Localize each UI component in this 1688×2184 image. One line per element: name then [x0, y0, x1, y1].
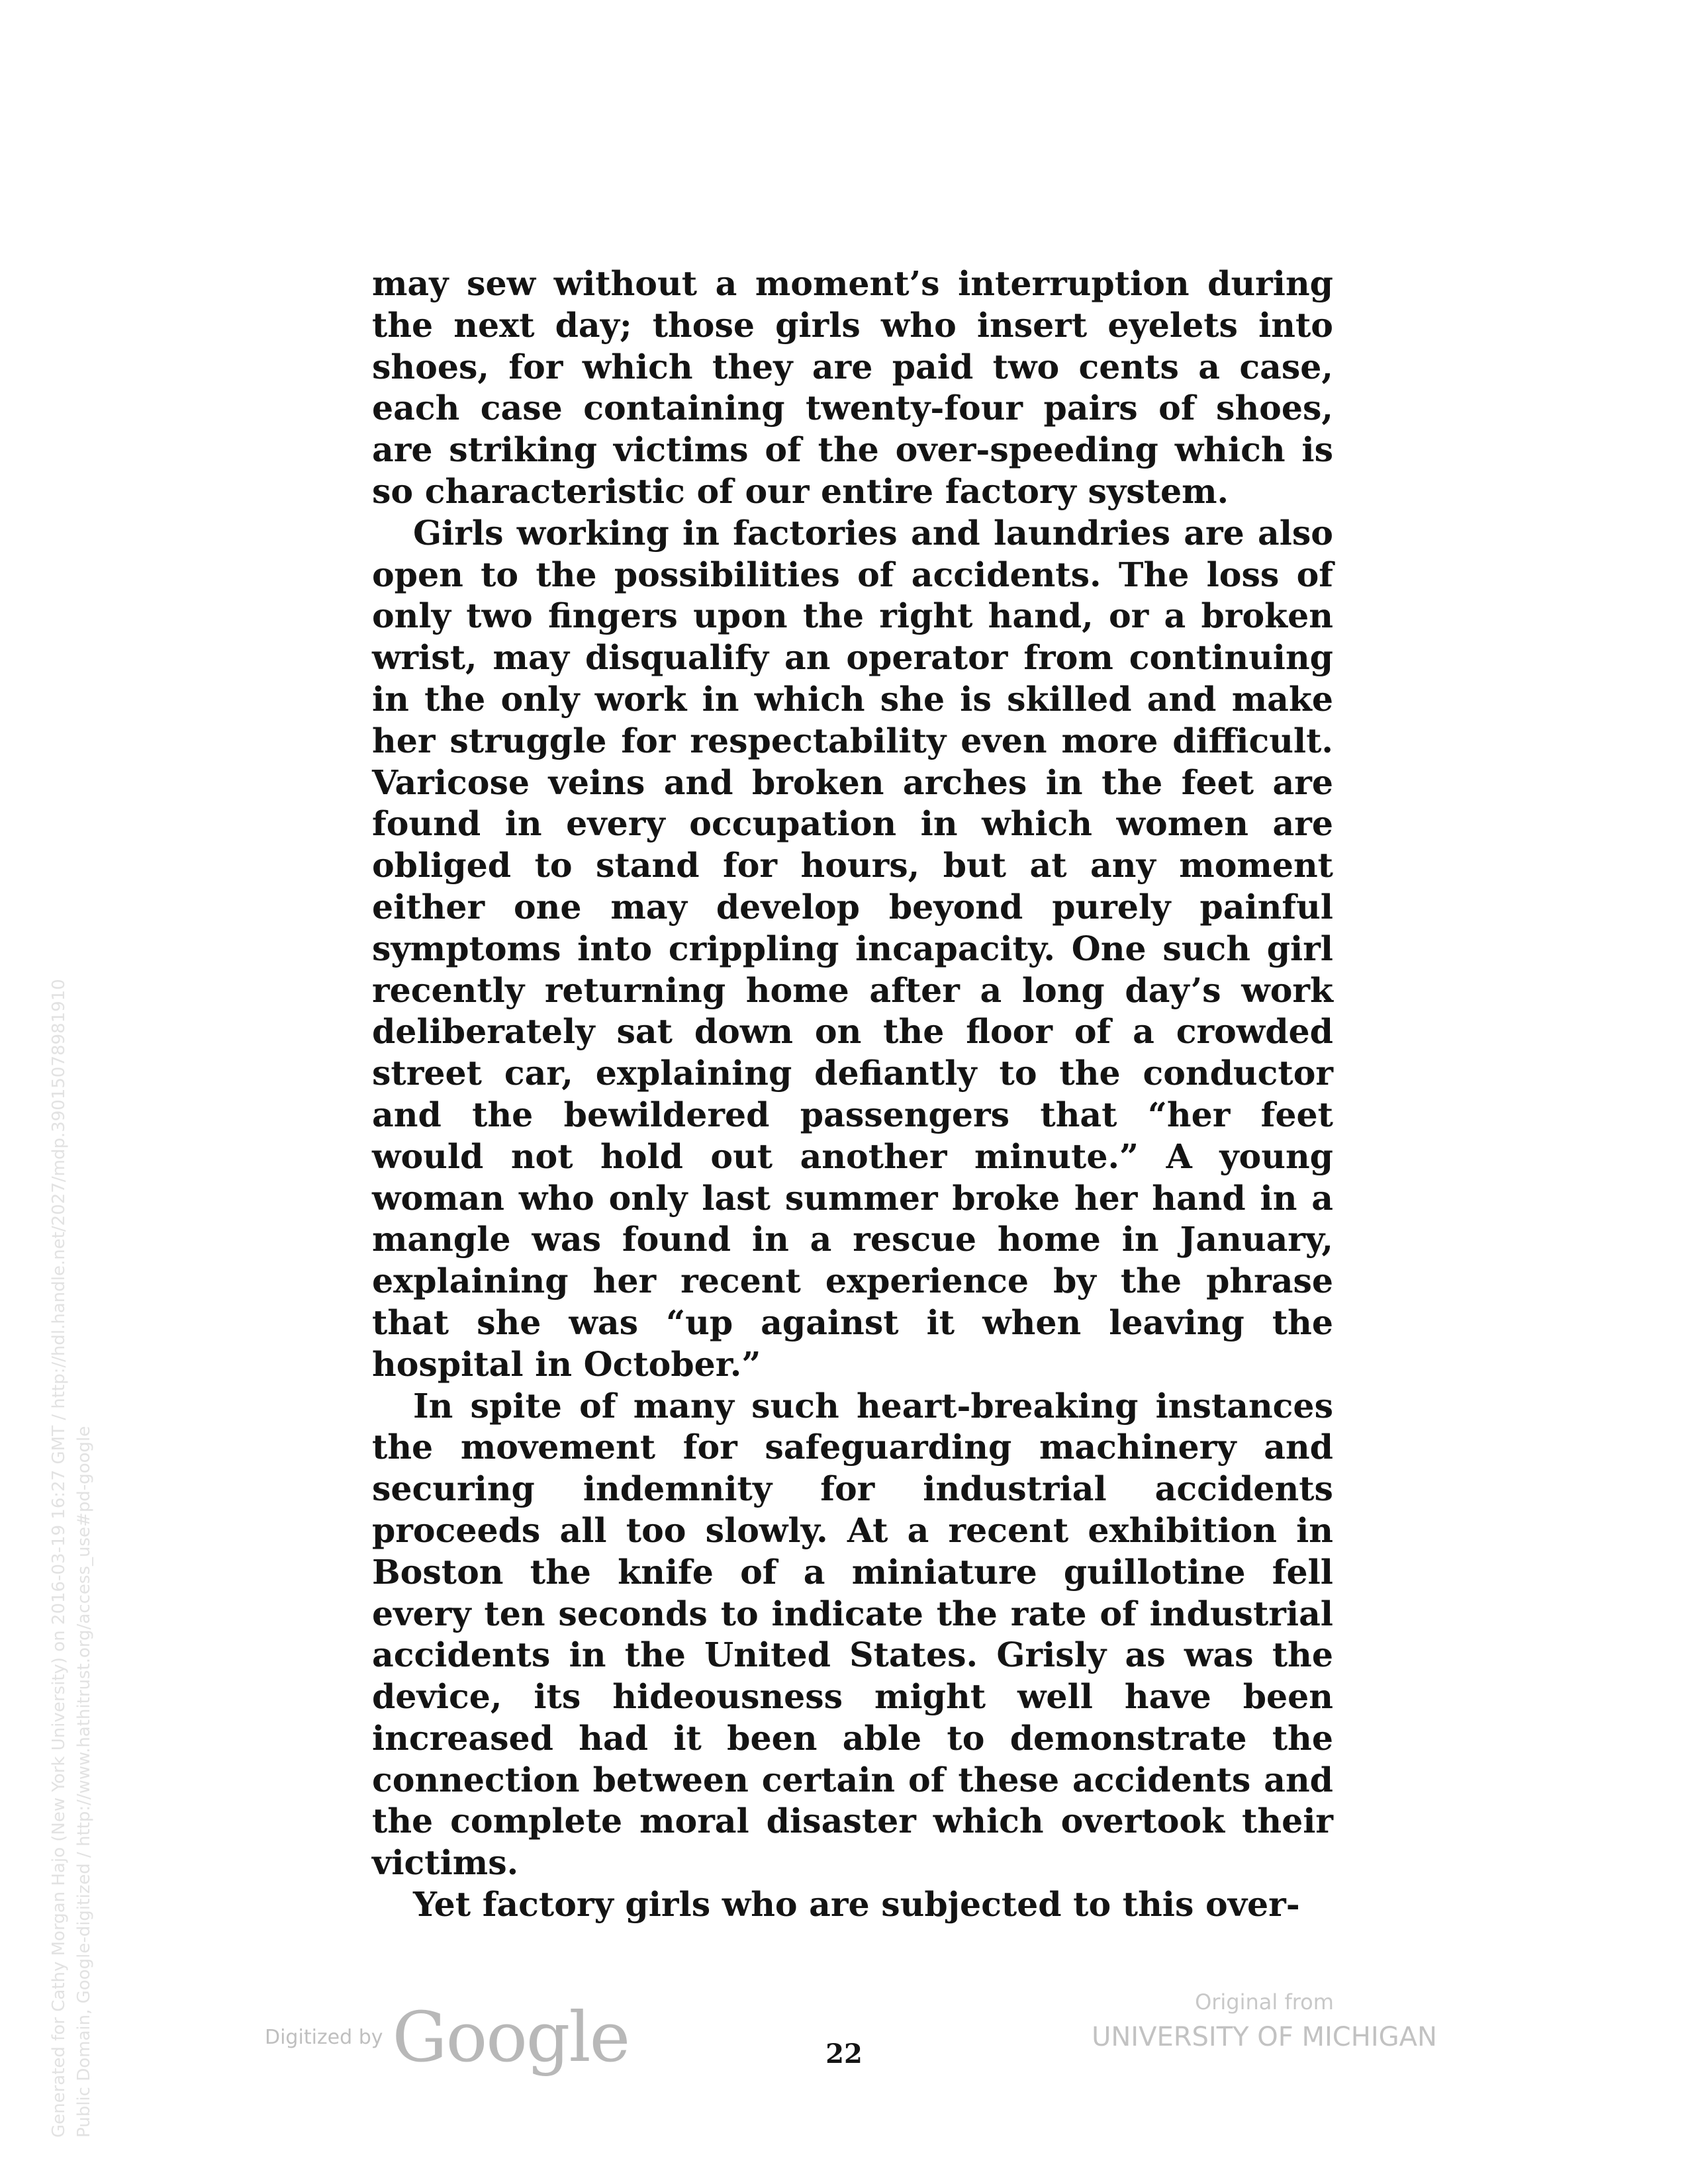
- paragraph-1: may sew without a moment’s interruption during the next day; those girls who insert eyelets into shoes, for which they are paid two cents a case, each case containing twenty-four pairs of shoes, are striking victims of the over-speeding which is so characteristic of our entire factory system.: [372, 264, 1333, 511]
- digitized-by-label: Digitized by: [265, 2025, 383, 2049]
- digitized-by-google: [265, 1997, 629, 2077]
- body-text: [372, 263, 1333, 1926]
- hathitrust-watermark: [46, 979, 97, 2138]
- university-label: UNIVERSITY OF MICHIGAN: [1092, 2022, 1437, 2052]
- paragraph-3: In spite of many such heart-breaking instances the movement for safeguarding machinery and securing indemnity for industrial accidents proceeds all too slowly. At a recent exhibition in Boston the knife of a miniature guillotine fell every ten seconds to indicate the rate of industrial accidents in the United States. Grisly as was the device, its hideousness might well have been increased had it been able to demonstrate the connection between certain of these accidents and the complete moral disaster which overtook their victims.: [372, 1386, 1333, 1883]
- watermark-line-2: Public Domain, Google-digitized / http://www.hathitrust.org/access_use#pd-google: [74, 1426, 94, 2138]
- paragraph-4: Yet factory girls who are subjected to this over-: [413, 1885, 1300, 1925]
- original-from-label: Original from: [1195, 1989, 1334, 2015]
- paragraph-2: Girls working in factories and laundries are also open to the possibilities of accidents. The loss of only two fingers upon the right hand, or a broken wrist, may disqualify an operator from continuing in the only work in which she is skilled and make her struggle for respectability even more difficult. Varicose veins and broken arches in the feet are found in every occupation in which women are obliged to stand for hours, but at any moment either one may develop beyond purely painful symptoms into crippling incapacity. One such girl recently returning home after a long day’s work deliberately sat down on the floor of a crowded street car, explaining defiantly to the conductor and the bewildered passengers that “her feet would not hold out another minute.” A young woman who only last summer broke her hand in a mangle was found in a rescue home in January, explaining her recent experience by the phrase that she was “up against it when leaving the hospital in October.”: [372, 513, 1333, 1384]
- page-number: 22: [825, 2038, 863, 2070]
- google-logo: Google: [392, 1997, 630, 2077]
- watermark-line-1: Generated for Cathy Morgan Hajo (New York University) on 2016-03-19 16:27 GMT / http://hdl.handle.net/2027/mdp.39015078981910: [49, 979, 69, 2138]
